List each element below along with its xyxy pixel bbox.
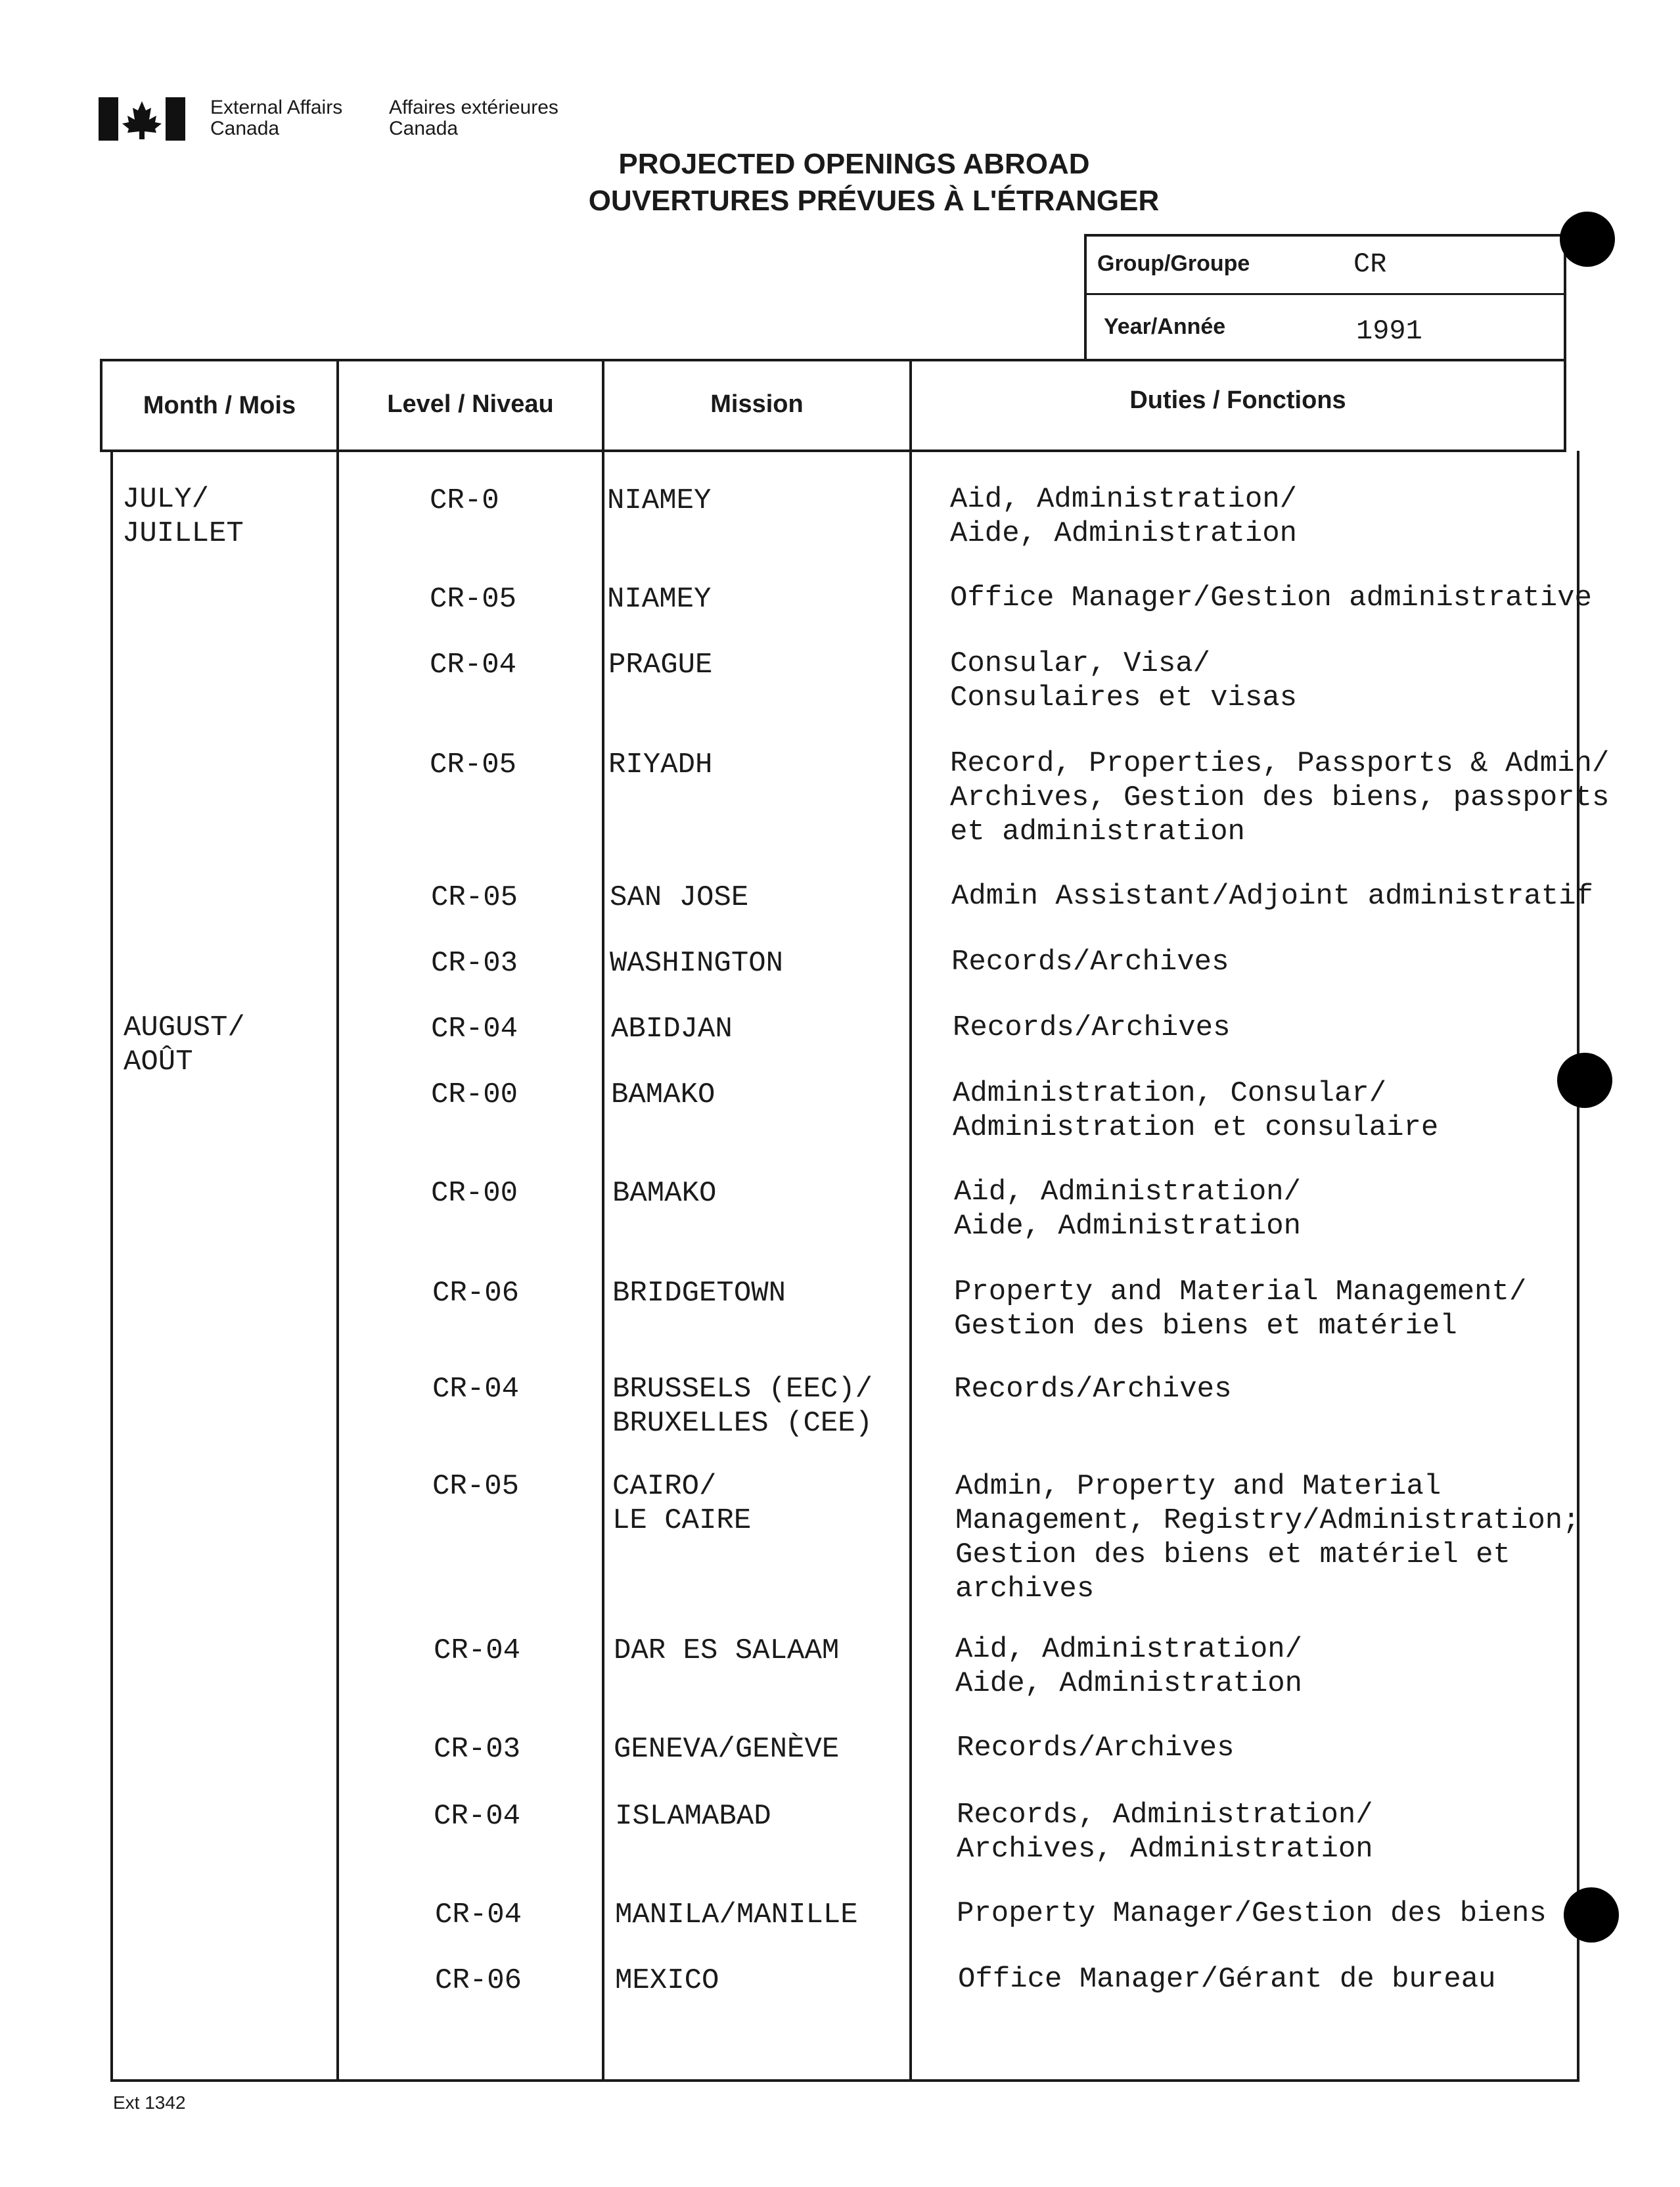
row-level: CR-04 — [434, 1634, 521, 1667]
table-bottom-border — [110, 2079, 1579, 2082]
row-duties: Records/Archives — [951, 946, 1229, 978]
row-level: CR-04 — [434, 1800, 521, 1833]
row-level: CR-03 — [434, 1733, 521, 1766]
row-level: CR-03 — [431, 947, 518, 980]
row-level: CR-00 — [431, 1078, 518, 1111]
row-level: CR-0 — [430, 484, 499, 517]
table-header-divider — [100, 449, 1566, 452]
column-header-mission: Mission — [710, 390, 804, 418]
row-duties: Aid, Administration/ Aide, Administration — [954, 1176, 1302, 1243]
column-header-duties: Duties / Fonctions — [1129, 386, 1346, 414]
department-fr-line1: Affaires extérieures — [389, 97, 558, 118]
column-header-level: Level / Niveau — [387, 390, 554, 418]
year-value: 1991 — [1356, 315, 1422, 347]
row-level: CR-04 — [430, 649, 517, 681]
title-en: PROJECTED OPENINGS ABROAD — [618, 148, 1090, 180]
row-mission: SAN JOSE — [610, 881, 749, 914]
title-fr: OUVERTURES PRÉVUES À L'ÉTRANGER — [588, 185, 1160, 217]
row-duties: Aid, Administration/ Aide, Administration — [950, 483, 1298, 550]
row-mission: BRUSSELS (EEC)/ BRUXELLES (CEE) — [612, 1373, 873, 1440]
row-level: CR-06 — [435, 1964, 522, 1997]
row-mission: MEXICO — [615, 1964, 719, 1997]
row-level: CR-05 — [432, 1470, 520, 1503]
row-mission: BAMAKO — [612, 1177, 717, 1210]
row-duties: Consular, Visa/ Consulaires et visas — [950, 647, 1298, 714]
row-level: CR-05 — [431, 881, 518, 914]
column-header-month: Month / Mois — [143, 392, 296, 419]
row-level: CR-05 — [430, 748, 517, 781]
row-mission: RIYADH — [608, 748, 713, 781]
row-mission: NIAMEY — [607, 484, 712, 517]
department-fr — [389, 97, 558, 139]
row-duties: Admin, Property and Material Management, Registry/Administration; Gestion des biens et matériel et archives — [955, 1470, 1580, 1605]
row-duties: Office Manager/Gérant de bureau — [958, 1963, 1496, 1996]
year-label: Year/Année — [1104, 314, 1226, 339]
row-duties: Administration, Consular/ Administration et consulaire — [953, 1077, 1439, 1144]
row-duties: Office Manager/Gestion administrative — [950, 582, 1592, 614]
department-fr-line2: Canada — [389, 118, 459, 139]
form-number: Ext 1342 — [113, 2092, 186, 2113]
department-en — [210, 97, 342, 139]
table-top-border — [100, 359, 1566, 361]
row-mission: MANILA/MANILLE — [615, 1899, 858, 1931]
row-duties: Property and Material Management/ Gestion des biens et matériel — [954, 1276, 1527, 1343]
row-mission: BRIDGETOWN — [612, 1277, 786, 1310]
row-duties: Records/Archives — [954, 1373, 1232, 1406]
row-duties: Records/Archives — [953, 1011, 1231, 1044]
row-level: CR-00 — [431, 1177, 518, 1210]
row-mission: DAR ES SALAAM — [614, 1634, 840, 1667]
row-mission: BAMAKO — [611, 1078, 715, 1111]
punch-hole-middle — [1557, 1053, 1612, 1108]
row-level: CR-06 — [432, 1277, 520, 1310]
punch-hole-top — [1560, 212, 1615, 267]
row-level: CR-04 — [432, 1373, 520, 1406]
row-duties: Admin Assistant/Adjoint administratif — [951, 880, 1593, 913]
row-level: CR-05 — [430, 583, 517, 616]
row-level: CR-04 — [435, 1899, 522, 1931]
group-value: CR — [1353, 248, 1387, 280]
row-mission: PRAGUE — [608, 649, 713, 681]
month-july: JULY/ JUILLET — [122, 483, 244, 550]
group-label: Group/Groupe — [1097, 251, 1250, 276]
canada-flag-logo-icon — [99, 97, 185, 141]
row-duties: Records/Archives — [957, 1732, 1235, 1764]
row-mission: CAIRO/ LE CAIRE — [612, 1470, 752, 1537]
row-mission: NIAMEY — [607, 583, 712, 616]
row-duties: Record, Properties, Passports & Admin/ Archives, Gestion des biens, passports et administration — [950, 747, 1610, 848]
row-duties: Records, Administration/ Archives, Administration — [957, 1799, 1373, 1866]
row-duties: Property Manager/Gestion des biens — [957, 1897, 1547, 1930]
row-mission: WASHINGTON — [610, 947, 784, 980]
row-mission: ABIDJAN — [611, 1013, 733, 1046]
row-duties: Aid, Administration/ Aide, Administration — [955, 1633, 1303, 1700]
punch-hole-bottom — [1564, 1887, 1619, 1943]
month-august: AUGUST/ AOÛT — [124, 1011, 245, 1078]
row-mission: GENEVA/GENÈVE — [614, 1733, 840, 1766]
department-en-line2: Canada — [210, 118, 280, 139]
department-en-line1: External Affairs — [210, 97, 343, 118]
row-mission: ISLAMABAD — [615, 1800, 771, 1833]
row-level: CR-04 — [431, 1013, 518, 1046]
